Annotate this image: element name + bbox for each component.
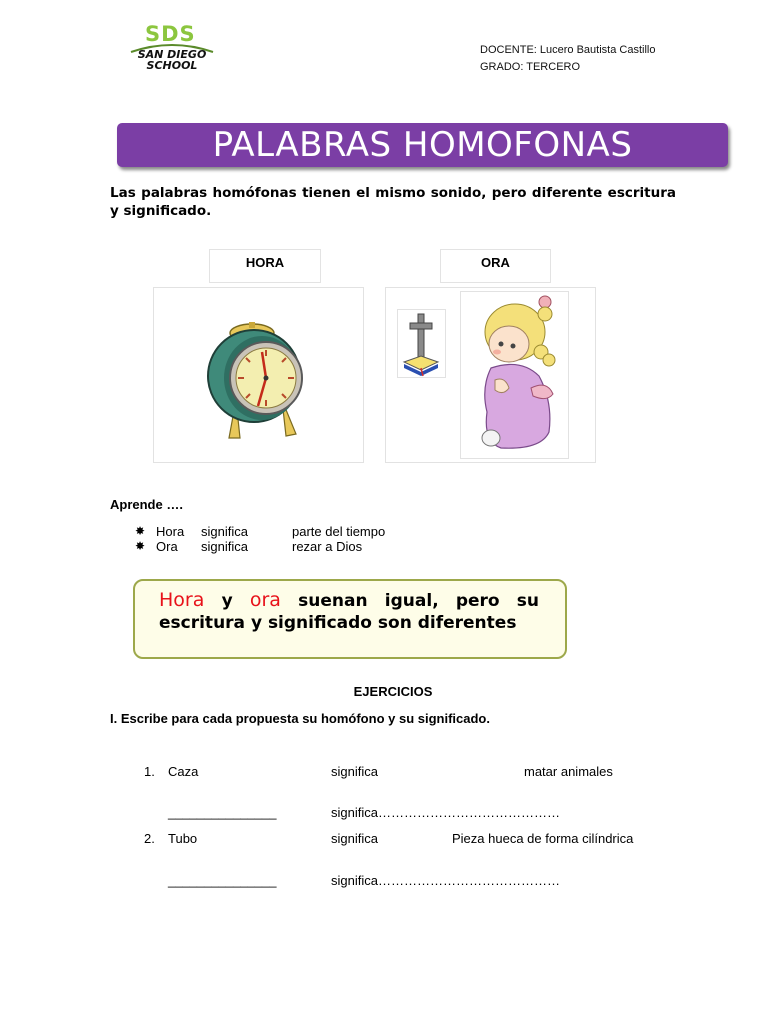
clock-image-frame [153,287,364,463]
meaning-definition: rezar a Dios [292,539,363,554]
meaning-verb: significa [201,524,248,539]
meaning-row [135,539,435,555]
callout-text [159,589,539,634]
exercise-meaning: Pieza hueca de forma cilíndrica [452,831,634,846]
grade-label: GRADO: TERCERO [480,61,581,73]
callout-rest: suenan igual, pero su escritura y significado son diferentes [159,591,540,633]
meaning-word: Ora [156,539,178,554]
school-logo [125,24,220,74]
cross-bible-icon [398,310,445,377]
meaning-row [135,524,435,540]
girl-frame [460,291,569,459]
learn-heading: Aprende …. [110,497,183,512]
exercise-verb: significa [331,831,378,846]
alarm-clock-icon [154,288,363,462]
answer-meaning-blank[interactable]: significa…………………………………… [331,873,560,888]
callout-join: y [221,591,233,611]
exercise-number: 1. [144,764,155,779]
star-bullet-icon: ✸ [135,524,146,538]
exercise-word: Tubo [168,831,198,846]
label-ora: ORA [440,249,551,283]
exercise-word: Caza [168,764,199,779]
intro-paragraph: Las palabras homófonas tienen el mismo sonido, pero diferente escritura y significado. [110,185,676,219]
exercises-heading: EJERCICIOS [353,684,433,699]
page-title: PALABRAS HOMOFONAS [212,125,633,165]
exercise-verb: significa [331,764,378,779]
label-hora: HORA [209,249,321,283]
meaning-verb: significa [201,539,248,554]
exercise-number: 2. [144,831,155,846]
teacher-name: DOCENTE: Lucero Bautista Castillo [480,44,656,56]
star-bullet-icon: ✸ [135,539,146,553]
prayer-image-frame [385,287,596,463]
logo-initials: SDS [145,22,196,46]
praying-girl-icon [461,292,568,458]
answer-blank[interactable]: _______________ [168,805,277,820]
title-banner [117,123,728,167]
callout-word-ora: ora [249,589,281,611]
answer-blank[interactable]: _______________ [168,873,277,888]
meaning-word: Hora [156,524,185,539]
exercise-meaning: matar animales [524,764,613,779]
logo-school-name: SAN DIEGO SCHOOL [137,48,207,72]
exercise-instruction: I. Escribe para cada propuesta su homófono y su significado. [110,711,490,726]
callout-word-hora: Hora [159,589,205,611]
answer-meaning-blank[interactable]: significa…………………………………… [331,805,560,820]
homophone-callout [133,579,567,659]
meaning-definition: parte del tiempo [292,524,386,539]
cross-bible-frame [397,309,446,378]
